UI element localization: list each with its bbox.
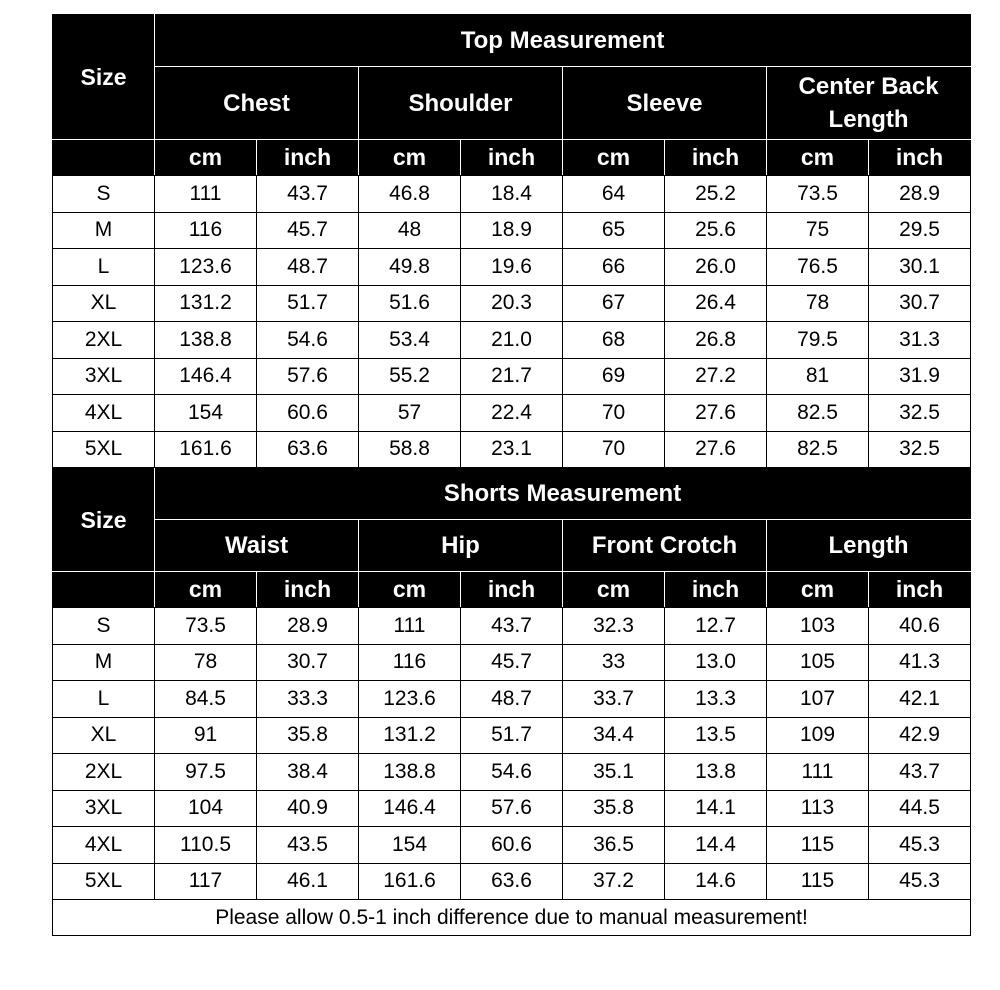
value-cell: 57.6 [461,790,563,827]
value-cell: 116 [155,212,257,249]
value-cell: 25.2 [665,176,767,213]
value-cell: 123.6 [155,249,257,286]
value-cell: 31.9 [869,358,971,395]
value-cell: 27.2 [665,358,767,395]
size-cell: 3XL [53,790,155,827]
table-title: Top Measurement [155,15,971,67]
table-row [53,608,971,645]
value-cell: 37.2 [563,863,665,900]
table-row [53,322,971,359]
value-cell: 53.4 [359,322,461,359]
size-header: Size [53,469,155,572]
value-cell: 54.6 [257,322,359,359]
value-cell: 35.1 [563,754,665,791]
value-cell: 161.6 [155,431,257,468]
value-cell: 75 [767,212,869,249]
size-cell: L [53,681,155,718]
value-cell: 107 [767,681,869,718]
value-cell: 32.5 [869,431,971,468]
unit-header: inch [257,572,359,608]
value-cell: 21.0 [461,322,563,359]
value-cell: 43.7 [257,176,359,213]
size-cell: 5XL [53,431,155,468]
unit-header: inch [665,572,767,608]
table-row [53,285,971,322]
value-cell: 58.8 [359,431,461,468]
unit-header: inch [257,140,359,176]
value-cell: 40.6 [869,608,971,645]
value-cell: 69 [563,358,665,395]
value-cell: 81 [767,358,869,395]
size-cell: M [53,212,155,249]
value-cell: 34.4 [563,717,665,754]
value-cell: 104 [155,790,257,827]
value-cell: 32.3 [563,608,665,645]
value-cell: 105 [767,644,869,681]
value-cell: 23.1 [461,431,563,468]
value-cell: 131.2 [359,717,461,754]
value-cell: 26.0 [665,249,767,286]
group-header-hip: Hip [359,520,563,572]
value-cell: 42.9 [869,717,971,754]
value-cell: 41.3 [869,644,971,681]
value-cell: 13.0 [665,644,767,681]
value-cell: 45.7 [461,644,563,681]
table-row [53,717,971,754]
size-cell: 5XL [53,863,155,900]
value-cell: 73.5 [155,608,257,645]
value-cell: 29.5 [869,212,971,249]
value-cell: 48.7 [461,681,563,718]
size-cell: 2XL [53,754,155,791]
table-row [53,754,971,791]
unit-header: cm [359,572,461,608]
group-header-center-back-length: Center Back Length [767,67,971,140]
value-cell: 33.7 [563,681,665,718]
unit-header: cm [563,140,665,176]
value-cell: 21.7 [461,358,563,395]
value-cell: 12.7 [665,608,767,645]
value-cell: 26.4 [665,285,767,322]
size-cell: 4XL [53,827,155,864]
value-cell: 78 [767,285,869,322]
value-cell: 43.5 [257,827,359,864]
value-cell: 20.3 [461,285,563,322]
size-cell: S [53,608,155,645]
value-cell: 161.6 [359,863,461,900]
value-cell: 117 [155,863,257,900]
value-cell: 154 [359,827,461,864]
value-cell: 25.6 [665,212,767,249]
value-cell: 30.7 [257,644,359,681]
size-cell: L [53,249,155,286]
value-cell: 46.8 [359,176,461,213]
size-cell: 3XL [53,358,155,395]
value-cell: 13.8 [665,754,767,791]
value-cell: 76.5 [767,249,869,286]
group-header-shoulder: Shoulder [359,67,563,140]
value-cell: 40.9 [257,790,359,827]
value-cell: 82.5 [767,431,869,468]
value-cell: 97.5 [155,754,257,791]
value-cell: 84.5 [155,681,257,718]
group-header-front-crotch: Front Crotch [563,520,767,572]
value-cell: 14.4 [665,827,767,864]
value-cell: 27.6 [665,431,767,468]
table-title: Shorts Measurement [155,469,971,520]
value-cell: 18.4 [461,176,563,213]
table-row [53,681,971,718]
value-cell: 45.3 [869,863,971,900]
value-cell: 103 [767,608,869,645]
size-cell: S [53,176,155,213]
value-cell: 111 [359,608,461,645]
value-cell: 70 [563,431,665,468]
value-cell: 35.8 [563,790,665,827]
size-cell: 4XL [53,395,155,432]
value-cell: 78 [155,644,257,681]
size-chart [52,14,970,936]
value-cell: 60.6 [257,395,359,432]
value-cell: 33 [563,644,665,681]
table-row [53,790,971,827]
shorts-measurement-body [53,608,971,900]
value-cell: 115 [767,827,869,864]
value-cell: 30.7 [869,285,971,322]
measurement-note: Please allow 0.5-1 inch difference due to manual measurement! [53,900,971,936]
value-cell: 82.5 [767,395,869,432]
value-cell: 111 [155,176,257,213]
value-cell: 45.3 [869,827,971,864]
value-cell: 44.5 [869,790,971,827]
value-cell: 123.6 [359,681,461,718]
unit-header: inch [461,572,563,608]
value-cell: 18.9 [461,212,563,249]
value-cell: 55.2 [359,358,461,395]
group-header-length: Length [767,520,971,572]
value-cell: 22.4 [461,395,563,432]
unit-header: cm [155,140,257,176]
group-header-chest: Chest [155,67,359,140]
value-cell: 51.6 [359,285,461,322]
table-row [53,644,971,681]
value-cell: 43.7 [461,608,563,645]
value-cell: 138.8 [155,322,257,359]
unit-header-blank [53,140,155,176]
unit-header: inch [869,140,971,176]
value-cell: 109 [767,717,869,754]
value-cell: 48 [359,212,461,249]
value-cell: 113 [767,790,869,827]
value-cell: 14.1 [665,790,767,827]
value-cell: 60.6 [461,827,563,864]
value-cell: 66 [563,249,665,286]
value-cell: 111 [767,754,869,791]
value-cell: 65 [563,212,665,249]
top-measurement-body [53,176,971,468]
size-header: Size [53,15,155,140]
size-cell: XL [53,285,155,322]
value-cell: 57.6 [257,358,359,395]
group-header-waist: Waist [155,520,359,572]
value-cell: 54.6 [461,754,563,791]
value-cell: 131.2 [155,285,257,322]
value-cell: 146.4 [359,790,461,827]
value-cell: 63.6 [461,863,563,900]
value-cell: 67 [563,285,665,322]
size-cell: M [53,644,155,681]
unit-header: inch [869,572,971,608]
value-cell: 46.1 [257,863,359,900]
value-cell: 146.4 [155,358,257,395]
value-cell: 79.5 [767,322,869,359]
shorts-measurement-table [52,468,971,936]
value-cell: 115 [767,863,869,900]
value-cell: 51.7 [461,717,563,754]
unit-header: cm [767,572,869,608]
value-cell: 43.7 [869,754,971,791]
value-cell: 70 [563,395,665,432]
value-cell: 38.4 [257,754,359,791]
unit-header: cm [155,572,257,608]
value-cell: 14.6 [665,863,767,900]
value-cell: 68 [563,322,665,359]
table-row [53,431,971,468]
unit-header-row [53,572,971,608]
value-cell: 45.7 [257,212,359,249]
unit-header: inch [461,140,563,176]
table-row [53,863,971,900]
value-cell: 13.5 [665,717,767,754]
value-cell: 49.8 [359,249,461,286]
value-cell: 13.3 [665,681,767,718]
value-cell: 57 [359,395,461,432]
unit-header-row [53,140,971,176]
value-cell: 51.7 [257,285,359,322]
value-cell: 30.1 [869,249,971,286]
value-cell: 63.6 [257,431,359,468]
value-cell: 31.3 [869,322,971,359]
value-cell: 91 [155,717,257,754]
value-cell: 27.6 [665,395,767,432]
value-cell: 110.5 [155,827,257,864]
unit-header: inch [665,140,767,176]
top-measurement-table [52,14,971,468]
group-header-sleeve: Sleeve [563,67,767,140]
value-cell: 48.7 [257,249,359,286]
value-cell: 64 [563,176,665,213]
table-row [53,212,971,249]
value-cell: 19.6 [461,249,563,286]
value-cell: 28.9 [257,608,359,645]
unit-header: cm [767,140,869,176]
value-cell: 138.8 [359,754,461,791]
size-cell: 2XL [53,322,155,359]
value-cell: 35.8 [257,717,359,754]
table-row [53,395,971,432]
table-row [53,176,971,213]
table-row [53,827,971,864]
value-cell: 116 [359,644,461,681]
value-cell: 73.5 [767,176,869,213]
size-cell: XL [53,717,155,754]
unit-header-blank [53,572,155,608]
value-cell: 26.8 [665,322,767,359]
value-cell: 32.5 [869,395,971,432]
value-cell: 42.1 [869,681,971,718]
value-cell: 154 [155,395,257,432]
table-row [53,249,971,286]
unit-header: cm [563,572,665,608]
value-cell: 28.9 [869,176,971,213]
unit-header: cm [359,140,461,176]
table-row [53,358,971,395]
value-cell: 36.5 [563,827,665,864]
value-cell: 33.3 [257,681,359,718]
